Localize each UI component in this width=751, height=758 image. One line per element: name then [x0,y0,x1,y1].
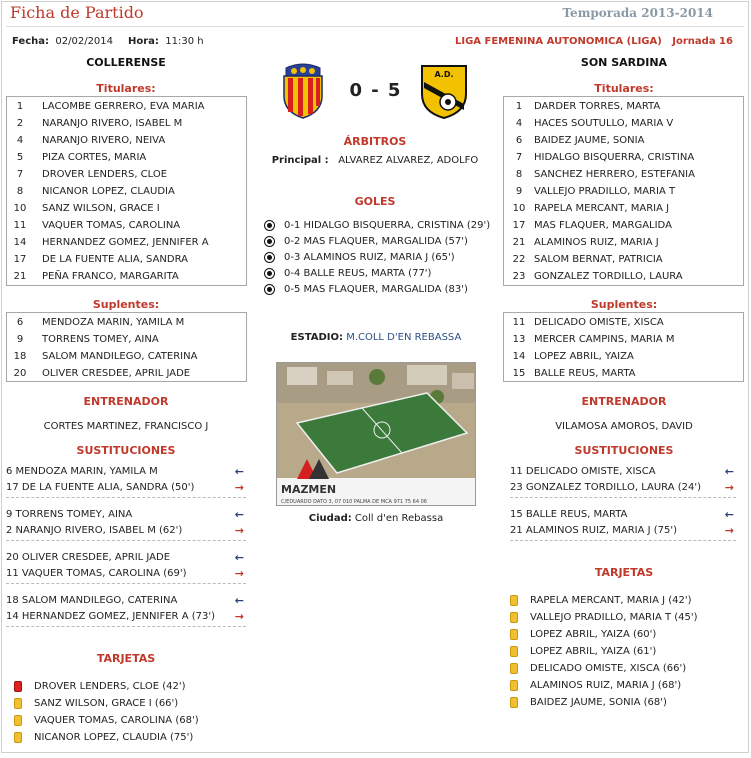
photo-caption: C/EDUARDO DATO 3, 07 010 PALMA DE MCA 971 75 64 06 [281,499,427,505]
player-number: 18 [13,351,27,362]
player-name: DARDER TORRES, MARTA [534,101,661,112]
stadium-line: ESTADIO: M.COLL D'EN REBASSA [290,332,462,343]
player-row [7,217,246,234]
season-label: Temporada 2013-2014 [562,6,713,20]
card-text: DROVER LENDERS, CLOE (42') [34,681,186,692]
player-row [504,314,743,331]
player-row [7,98,246,115]
player-name: BALLE REUS, MARTA [534,368,636,379]
player-name: NICANOR LOPEZ, CLAUDIA [42,186,175,197]
player-number: 7 [515,152,523,163]
player-row [504,331,743,348]
player-name: DELICADO OMISTE, XISCA [534,317,664,328]
sub-in-player: 11 DELICADO OMISTE, XISCA [510,466,656,477]
player-name: SANZ WILSON, GRACE I [42,203,160,214]
away-subs-heading: SUSTITUCIONES [574,444,674,457]
away-cards [510,592,740,717]
player-name: NARANJO RIVERO, NEIVA [42,135,166,146]
player-row [504,234,743,251]
player-name: LACOMBE GERRERO, EVA MARIA [42,101,205,112]
player-name: MAS FLAQUER, MARGALIDA [534,220,672,231]
match-date: Fecha: 02/02/2014 [12,36,114,47]
home-crest [278,62,328,120]
card-text: RAPELA MERCANT, MARIA J (42') [530,595,692,606]
sub-divider [6,497,246,498]
player-row [504,132,743,149]
card-text: NICANOR LOPEZ, CLAUDIA (75') [34,732,194,743]
player-number: 6 [16,317,24,328]
yellow-card-icon [510,663,518,674]
sub-divider [6,540,246,541]
away-titulares-heading: Titulares: [594,82,654,95]
yellow-card-icon [510,697,518,708]
score-separator: - [371,80,379,101]
away-suplentes-heading: Suplentes: [590,298,658,311]
player-number: 7 [16,169,24,180]
card-text: LOPEZ ABRIL, YAIZA (60') [530,629,657,640]
player-name: MENDOZA MARIN, YAMILA M [42,317,185,328]
sub-out-player: 11 VAQUER TOMAS, CAROLINA (69') [6,568,187,579]
player-name: VAQUER TOMAS, CAROLINA [42,220,181,231]
player-row [504,166,743,183]
home-substitutions [6,464,246,634]
player-row [7,183,246,200]
player-name: OLIVER CRESDEE, APRIL JADE [42,368,191,379]
referee-line: Principal : ALVAREZ ALVAREZ, ADOLFO [271,155,479,166]
player-number: 9 [515,186,523,197]
player-row [7,251,246,268]
goal-entry: 0-5 MAS FLAQUER, MARGALIDA (83') [284,284,468,295]
player-name: SALOM BERNAT, PATRICIA [534,254,663,265]
player-row [7,365,246,382]
arrow-left-icon: ← [234,594,244,607]
sub-in-player: 6 MENDOZA MARIN, YAMILA M [6,466,158,477]
player-name: HERNANDEZ GOMEZ, JENNIFER A [42,237,209,248]
player-number: 23 [512,271,526,282]
player-row [504,217,743,234]
away-titulares-list [503,96,744,286]
stadium-link[interactable]: M.COLL D'EN REBASSA [346,332,462,343]
card-text: ALAMINOS RUIZ, MARIA J (68') [530,680,682,691]
player-row [504,200,743,217]
player-number: 14 [13,237,27,248]
player-number: 6 [515,135,523,146]
red-card-icon [14,681,22,692]
player-number: 4 [16,135,24,146]
soccer-ball-icon [264,284,275,295]
player-name: MERCER CAMPINS, MARIA M [534,334,675,345]
arrow-left-icon: ← [724,508,734,521]
player-row [504,183,743,200]
page-title: Ficha de Partido [10,3,144,22]
player-name: SALOM MANDILEGO, CATERINA [42,351,198,362]
player-row [504,98,743,115]
sub-divider [6,583,246,584]
sub-divider [6,626,246,627]
arrow-right-icon: → [724,481,734,494]
player-name: HIDALGO BISQUERRA, CRISTINA [534,152,695,163]
player-number: 21 [13,271,27,282]
city-line: Ciudad: Coll d'en Rebassa [308,513,444,524]
card-text: VALLEJO PRADILLO, MARIA T (45') [530,612,698,623]
player-row [7,132,246,149]
away-crest-label: A.D. [434,70,454,79]
player-number: 10 [13,203,27,214]
player-number: 13 [512,334,526,345]
yellow-card-icon [510,646,518,657]
goal-entry: 0-2 MAS FLAQUER, MARGALIDA (57') [284,236,468,247]
match-time: Hora: 11:30 h [128,36,204,47]
sub-out-player: 23 GONZALEZ TORDILLO, LAURA (24') [510,482,702,493]
player-number: 17 [13,254,27,265]
card-text: BAIDEZ JAUME, SONIA (68') [530,697,667,708]
card-text: VAQUER TOMAS, CAROLINA (68') [34,715,199,726]
sub-in-player: 15 BALLE REUS, MARTA [510,509,628,520]
arrow-right-icon: → [234,567,244,580]
away-suplentes-list [503,312,744,382]
arrow-left-icon: ← [234,551,244,564]
goal-entry: 0-4 BALLE REUS, MARTA (77') [284,268,432,279]
home-suplentes-heading: Suplentes: [92,298,160,311]
goal-entry: 0-3 ALAMINOS RUIZ, MARIA J (65') [284,252,455,263]
card-text: DELICADO OMISTE, XISCA (66') [530,663,687,674]
sub-divider [510,540,736,541]
player-name: LOPEZ ABRIL, YAIZA [534,351,634,362]
home-entrenador-heading: ENTRENADOR [83,395,169,408]
goals-list [264,218,500,300]
home-coach: CORTES MARTINEZ, FRANCISCO J [43,421,209,432]
home-score: 0 [349,80,363,101]
player-row [504,268,743,285]
player-row [7,200,246,217]
arrow-right-icon: → [234,524,244,537]
soccer-ball-icon [264,268,275,279]
arrow-right-icon: → [234,610,244,623]
player-row [7,314,246,331]
player-number: 1 [16,101,24,112]
sub-in-player: 18 SALOM MANDILEGO, CATERINA [6,595,178,606]
player-number: 20 [13,368,27,379]
player-number: 9 [16,334,24,345]
away-entrenador-heading: ENTRENADOR [581,395,667,408]
soccer-ball-icon [264,252,275,263]
player-number: 14 [512,351,526,362]
away-crest [418,60,470,120]
player-row [7,234,246,251]
yellow-card-icon [510,680,518,691]
card-text: LOPEZ ABRIL, YAIZA (61') [530,646,657,657]
sub-out-player: 17 DE LA FUENTE ALIA, SANDRA (50') [6,482,195,493]
player-number: 21 [512,237,526,248]
goals-heading: GOLES [354,195,396,208]
stadium-photo [276,362,476,506]
goal-entry: 0-1 HIDALGO BISQUERRA, CRISTINA (29') [284,220,491,231]
player-number: 2 [16,118,24,129]
home-subs-heading: SUSTITUCIONES [76,444,176,457]
away-team-name: SON SARDINA [580,56,668,69]
sub-in-player: 20 OLIVER CRESDEE, APRIL JADE [6,552,171,563]
player-number: 5 [16,152,24,163]
yellow-card-icon [510,629,518,640]
player-name: NARANJO RIVERO, ISABEL M [42,118,183,129]
player-number: 17 [512,220,526,231]
player-name: PEÑA FRANCO, MARGARITA [42,271,179,282]
yellow-card-icon [14,698,22,709]
player-row [504,149,743,166]
yellow-card-icon [14,732,22,743]
player-row [7,149,246,166]
player-name: GONZALEZ TORDILLO, LAURA [534,271,683,282]
player-number: 15 [512,368,526,379]
arrow-left-icon: ← [234,465,244,478]
competition: LIGA FEMENINA AUTONOMICA (LIGA) Jornada 16 [455,36,733,47]
home-suplentes-list [6,312,247,382]
player-number: 11 [512,317,526,328]
player-row [7,268,246,285]
sub-in-player: 9 TORRENS TOMEY, AINA [6,509,133,520]
player-row [504,251,743,268]
photo-brand: MAZMEN [281,483,337,496]
sub-out-player: 2 NARANJO RIVERO, ISABEL M (62') [6,525,183,536]
player-row [7,348,246,365]
soccer-ball-icon [264,220,275,231]
player-number: 22 [512,254,526,265]
away-substitutions [510,464,736,544]
player-name: TORRENS TOMEY, AINA [42,334,159,345]
player-name: PIZA CORTES, MARIA [42,152,147,163]
arrow-left-icon: ← [234,508,244,521]
sub-out-player: 21 ALAMINOS RUIZ, MARIA J (75') [510,525,678,536]
player-number: 10 [512,203,526,214]
referees-heading: ÁRBITROS [343,135,407,148]
player-number: 4 [515,118,523,129]
away-coach: VILAMOSA AMOROS, DAVID [555,421,693,432]
home-titulares-list [6,96,247,286]
yellow-card-icon [510,595,518,606]
player-name: ALAMINOS RUIZ, MARIA J [534,237,659,248]
city-name: Coll d'en Rebassa [354,513,444,524]
player-row [504,115,743,132]
player-name: BAIDEZ JAUME, SONIA [534,135,645,146]
home-cards-heading: TARJETAS [96,652,156,665]
arrow-right-icon: → [724,524,734,537]
soccer-ball-icon [264,236,275,247]
player-name: HACES SOUTULLO, MARIA V [534,118,674,129]
player-name: RAPELA MERCANT, MARIA J [534,203,670,214]
player-row [7,331,246,348]
arrow-right-icon: → [234,481,244,494]
yellow-card-icon [510,612,518,623]
divider [6,26,744,27]
player-name: VALLEJO PRADILLO, MARIA T [534,186,676,197]
home-cards [14,678,244,748]
player-row [504,365,743,382]
player-name: DROVER LENDERS, CLOE [42,169,168,180]
player-row [7,166,246,183]
arrow-left-icon: ← [724,465,734,478]
player-number: 1 [515,101,523,112]
card-text: SANZ WILSON, GRACE I (66') [34,698,179,709]
player-row [7,115,246,132]
player-row [504,348,743,365]
referee-name: ALVAREZ ALVAREZ, ADOLFO [338,155,479,166]
yellow-card-icon [14,715,22,726]
sub-divider [510,497,736,498]
player-name: DE LA FUENTE ALIA, SANDRA [42,254,188,265]
player-number: 8 [16,186,24,197]
sub-out-player: 14 HERNANDEZ GOMEZ, JENNIFER A (73') [6,611,215,622]
home-team-name: COLLERENSE [86,56,166,69]
player-number: 8 [515,169,523,180]
player-number: 11 [13,220,27,231]
home-titulares-heading: Titulares: [96,82,156,95]
away-cards-heading: TARJETAS [594,566,654,579]
scoreboard [346,80,404,101]
away-score: 5 [387,80,401,101]
player-name: SANCHEZ HERRERO, ESTEFANIA [534,169,695,180]
